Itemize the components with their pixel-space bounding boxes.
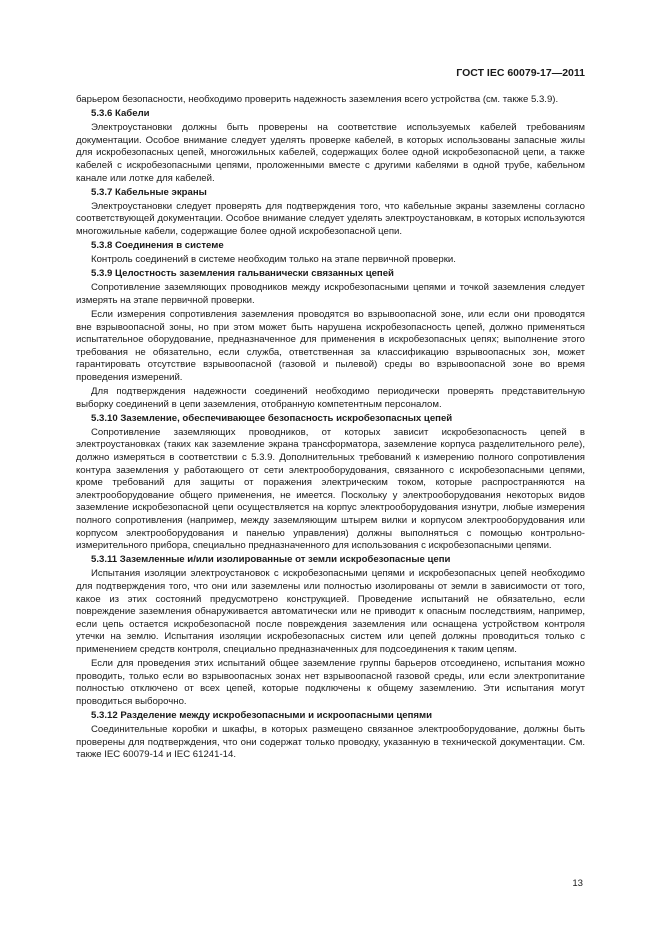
- paragraph: Контроль соединений в системе необходим только на этапе первичной проверки.: [91, 254, 456, 266]
- section-heading: 5.3.10 Заземление, обеспечивающее безопасность искробезопасных цепей: [91, 412, 453, 424]
- paragraph: Сопротивление заземляющих проводников между искробезопасными цепями и точкой заземления следует измерять на этапе первичной проверки.: [76, 282, 585, 306]
- section-heading: 5.3.8 Соединения в системе: [91, 240, 224, 252]
- paragraph: Электроустановки должны быть проверены на соответствие используемых кабелей требованиям документации. Особое внимание следует уделять проверке кабелей, в которых использованы запасные жилы для искробезопасных цепей, многожильных кабелей, содержащих более одной искробезопасной цепи, а также кабелей с искробезопасными цепями, проложенными вместе с другими кабелями в одной трубе, кабельном канале или лотке для кабелей.: [76, 122, 585, 184]
- paragraph: Для подтверждения надежности соединений необходимо периодически проверять представительную выборку соединений в цепи заземления, отобранную компетентным персоналом.: [76, 386, 585, 410]
- paragraph: барьером безопасности, необходимо проверить надежность заземления всего устройства (см. также 5.3.9).: [76, 94, 559, 105]
- paragraph: Соединительные коробки и шкафы, в которых размещено связанное электрооборудование, должны быть проверены для подтверждения, что они содержат только проводку, указанную в технической документации. См. также IEC 60079-14 и IEC 61241-14.: [76, 724, 585, 761]
- document-header: ГОСТ IEC 60079-17—2011: [456, 67, 585, 79]
- section-heading: 5.3.7 Кабельные экраны: [91, 186, 207, 198]
- document-body: [76, 94, 585, 763]
- section-heading: 5.3.6 Кабели: [91, 108, 150, 120]
- paragraph: Сопротивление заземляющих проводников, от которых зависит искробезопасность цепей в электроустановках (таких как заземление экрана трансформатора, заземление корпуса разделительного реле), должно измеряться в соответствии с 5.3.9. Дополнительных требований к измерению полного сопротивления контура заземления у работающего от сети электрооборудования, связанного с искробезопасными цепями, кроме требований для защиты от поражения электрическим током, которые распространяются на электрооборудование общего применения, не имеется. Поскольку у электрооборудования некоторых видов заземление искробезопасной цепи осуществляется на корпус электрооборудования изнутри, любые измерения полного сопротивления (например, между заземляющим штырем вилки и корпусом электрооборудования или корпусом электрооборудования и панелью управления) должны выполняться с помощью контрольно-измерительного прибора, специально предназначенного для использования с искробезопасными цепями.: [76, 426, 585, 552]
- paragraph: Если измерения сопротивления заземления проводятся во взрывоопасной зоне, или если они проводятся вне взрывоопасной зоны, но при этом может быть нарушена искробезопасность цепей, должно применяться испытательное оборудование, предназначенное для применения в искробезопасных цепях; выполнение этого требования не обязательно, если служба, ответственная за классификацию взрывоопасных зон, может гарантировать отсутствие взрывоопасной (газовой и пылевой) среды во взрывоопасной зоне во время проведения измерений.: [76, 309, 585, 383]
- section-heading: 5.3.12 Разделение между искробезопасными и искроопасными цепями: [91, 709, 433, 721]
- paragraph: Если для проведения этих испытаний общее заземление группы барьеров отсоединено, испытания можно проводить, только если во взрывоопасных зонах нет взрывоопасной газовой среды, или если электропитание полностью отключено от всех цепей, которые подключены к общему заземлению. Эти испытания могут проводиться выборочно.: [76, 658, 585, 707]
- section-heading: 5.3.9 Целостность заземления гальванически связанных цепей: [91, 268, 394, 280]
- section-heading: 5.3.11 Заземленные и/или изолированные от земли искробезопасные цепи: [91, 554, 451, 566]
- paragraph: Электроустановки следует проверять для подтверждения того, что кабельные экраны заземлены согласно соответствующей документации. Особое внимание следует уделять электроустановкам, в которых используются многожильные кабели, содержащие более одной искробезопасной цепи.: [76, 200, 585, 237]
- page-number: 13: [572, 878, 583, 889]
- paragraph: Испытания изоляции электроустановок с искробезопасными цепями и искробезопасных цепей необходимо для подтверждения того, что они или заземлены или полностью изолированы от земли в зависимости от того, какое из этих состояний предусмотрено конструкцией. Проведение испытаний не обязательно, если повреждение заземления обнаруживается автоматически или не приводит к опасным последствиям, например, если цепь остается искробезопасной после повреждения заземления или оснащена устройством контроля утечки на землю. Испытания изоляции искробезопасных систем или цепей должны проводиться только с применением средств контроля, специально предназначенных для подсоединения к таким цепям.: [76, 568, 585, 655]
